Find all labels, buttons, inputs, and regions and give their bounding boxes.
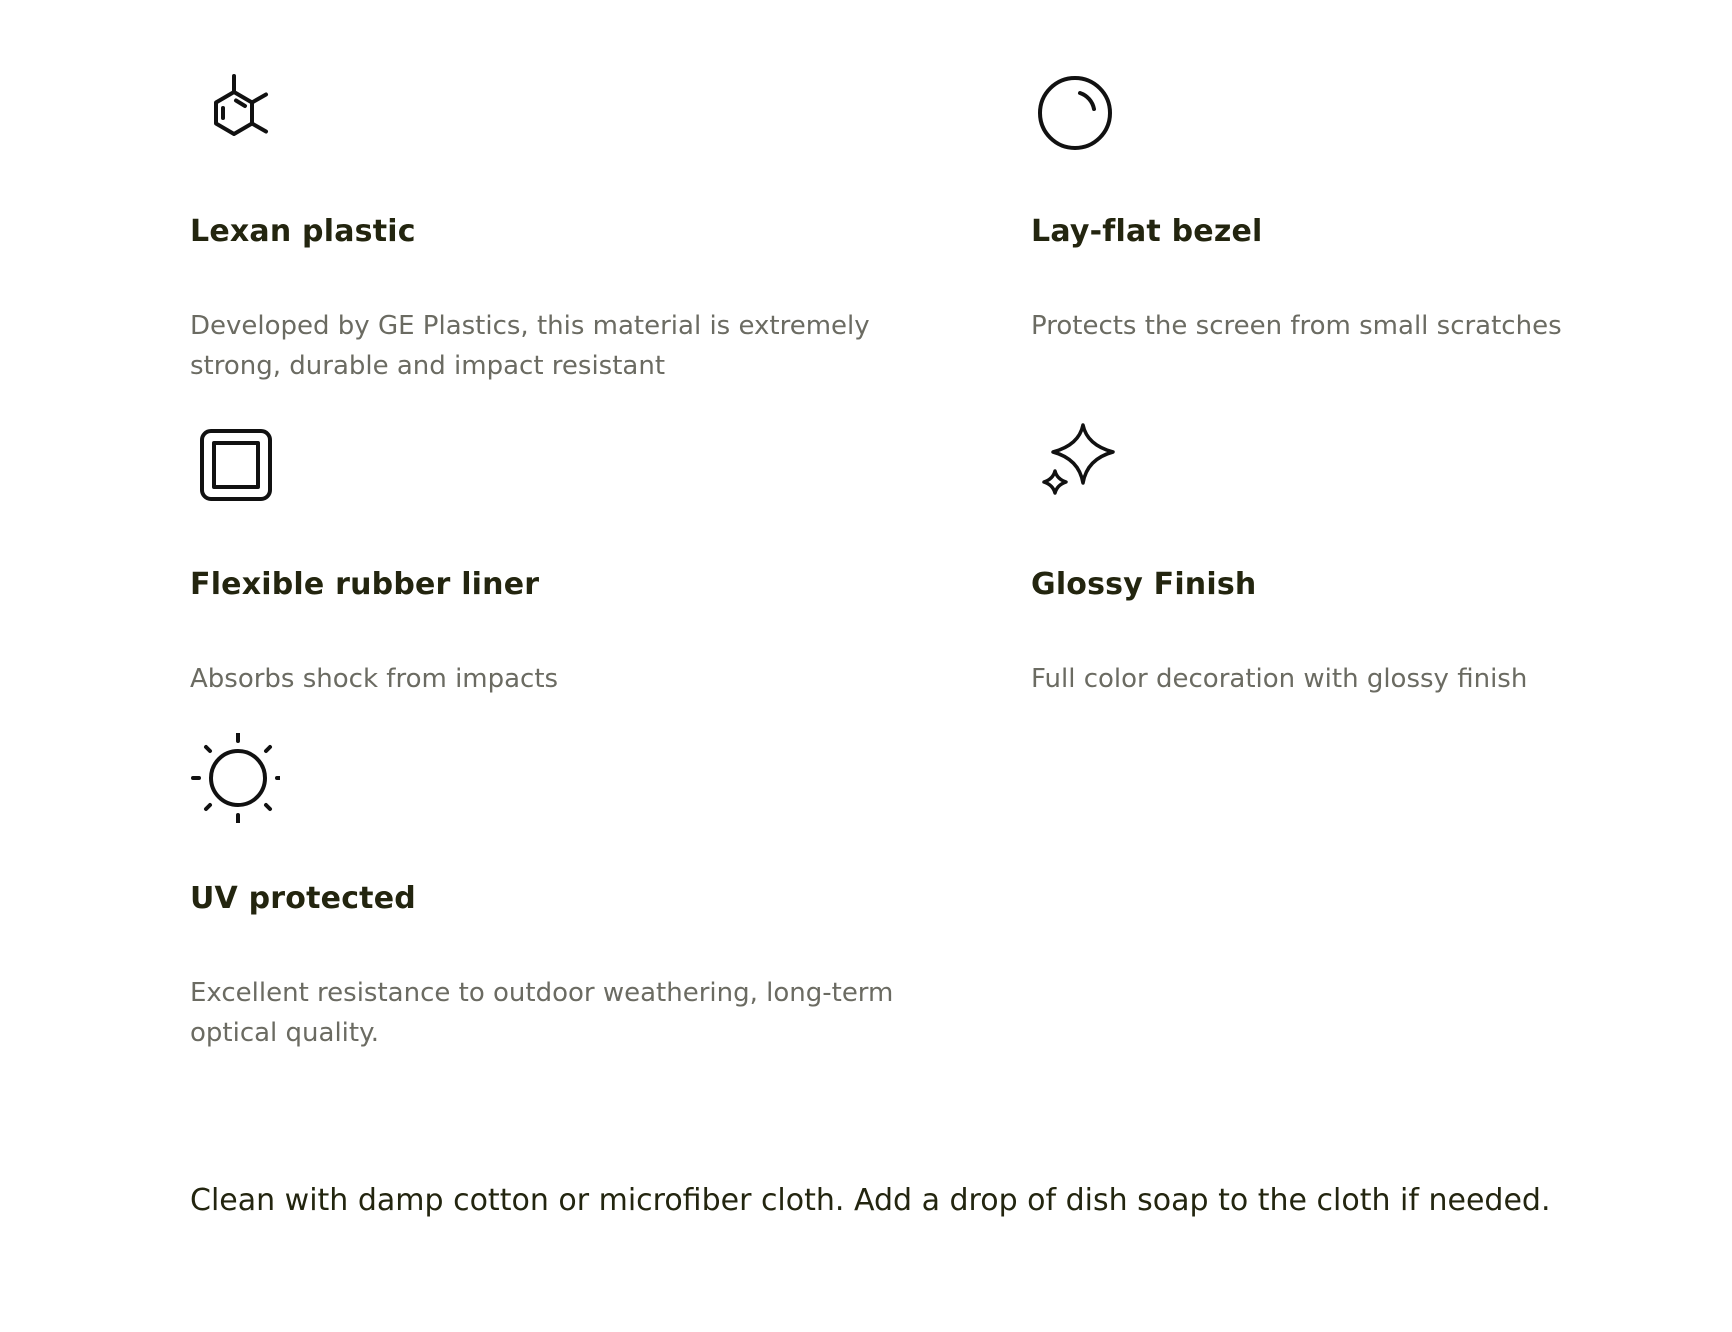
care-instructions: Clean with damp cotton or microfiber cloth. Add a drop of dish soap to the cloth if needed.	[190, 1183, 1551, 1218]
feature-description: Full color decoration with glossy finish	[1031, 664, 1528, 694]
feature-glossy-finish	[1031, 419, 1610, 733]
feature-description: Absorbs shock from impacts	[190, 664, 559, 694]
feature-title: Glossy Finish	[1031, 567, 1257, 602]
sun-icon	[190, 733, 280, 823]
feature-title: Lexan plastic	[190, 214, 416, 249]
feature-description: Protects the screen from small scratches	[1031, 311, 1562, 341]
feature-title: Flexible rubber liner	[190, 567, 540, 602]
rounded-square-icon	[190, 419, 280, 509]
sparkle-icon	[1031, 419, 1121, 509]
feature-lay-flat-bezel	[1031, 66, 1610, 419]
feature-description: Excellent resistance to outdoor weathering, long-term optical quality.	[190, 978, 894, 1048]
feature-uv-protected	[190, 733, 1031, 1073]
feature-title: UV protected	[190, 881, 416, 916]
feature-lexan-plastic	[190, 66, 1031, 419]
features-grid	[190, 66, 1610, 1073]
feature-title: Lay-flat bezel	[1031, 214, 1263, 249]
bezel-circle-icon	[1031, 66, 1121, 156]
feature-flexible-rubber-liner	[190, 419, 1031, 733]
feature-description: Developed by GE Plastics, this material is extremely strong, durable and impact resistant	[190, 311, 870, 381]
molecule-icon	[190, 66, 280, 156]
